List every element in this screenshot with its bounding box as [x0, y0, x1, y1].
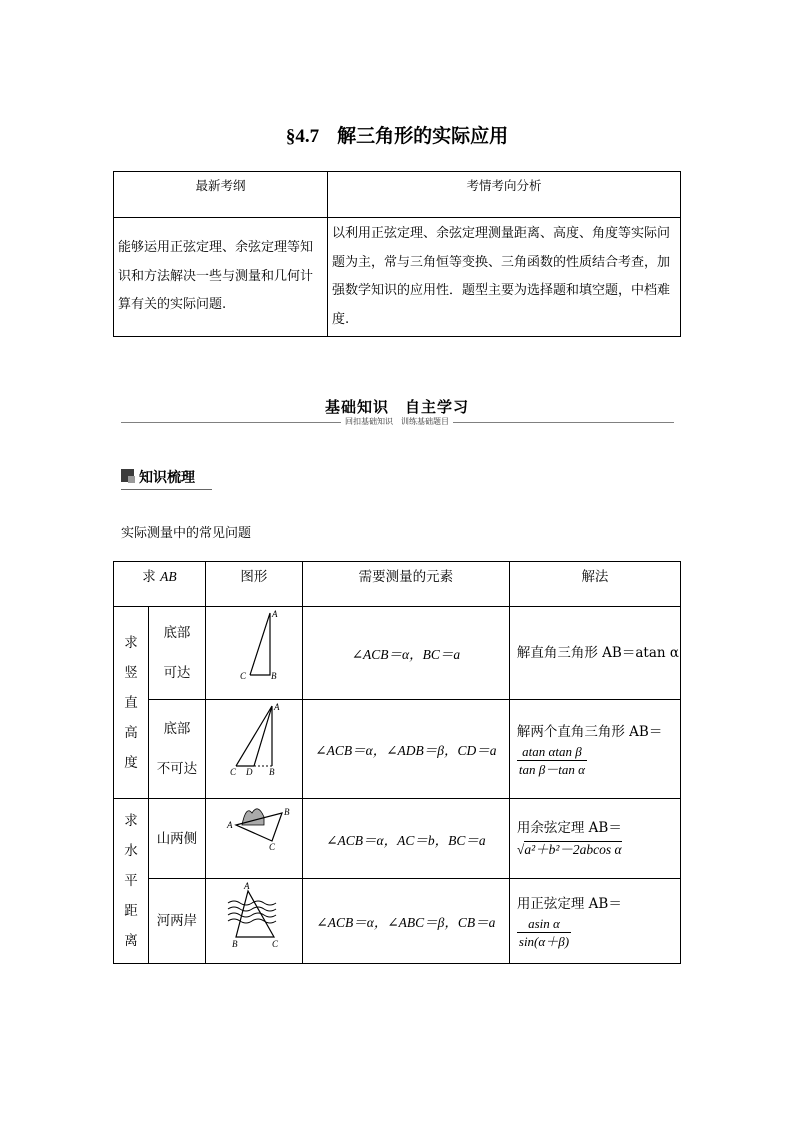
svg-text:C: C — [268, 842, 275, 852]
elements-base-unreachable: ∠ACB＝α，∠ADB＝β，CD＝a — [302, 700, 509, 799]
svg-text:A: A — [271, 609, 278, 619]
svg-text:A: A — [273, 702, 280, 712]
category-horizontal: 求 水 平 距 离 — [114, 799, 149, 964]
figure-mountain — [205, 799, 302, 879]
syllabus-body-2: 以利用正弦定理、余弦定理测量距离、高度、角度等实际问题为主，常与三角恒等变换、三角函数的性质结合考查，加强数学知识的应用性．题型主要为选择题和填空题，中档难度. — [328, 218, 681, 337]
case-base-unreachable: 底部 不可达 — [149, 700, 206, 799]
case-mountain: 山两侧 — [149, 799, 206, 879]
figure-mountain-triangle — [206, 799, 302, 874]
header-seek: 求 AB — [114, 562, 206, 607]
method-base-reachable: 解直角三角形 AB＝atan α — [509, 607, 680, 700]
header-figure: 图形 — [205, 562, 302, 607]
measurement-table — [113, 561, 681, 964]
svg-text:B: B — [270, 671, 277, 681]
section-subtitle: 回扣基础知识 训练基础题目 — [0, 416, 794, 427]
knowledge-intro: 实际测量中的常见问题 — [121, 526, 252, 541]
svg-text:C: C — [271, 939, 278, 949]
case-river: 河两岸 — [149, 879, 206, 964]
svg-text:A: A — [243, 881, 250, 891]
syllabus-header-2: 考情考向分析 — [328, 172, 681, 218]
category-vertical: 求 竖 直 高 度 — [114, 607, 149, 799]
svg-text:B: B — [283, 807, 290, 817]
fraction: $\frac{\text{atan αtan β}}{\text{tan β－tan α}}$ — [518, 743, 585, 777]
svg-text:A: A — [226, 820, 233, 830]
fraction: $\frac{\text{asin α}}{\sin(\alpha+\beta)}$ — [518, 915, 570, 949]
figure-base-reachable — [205, 607, 302, 700]
method-river: 用正弦定理 AB＝ $\frac{\text{asin α}}{\sin(\alpha+\beta)}$ — [509, 879, 680, 964]
syllabus-header-1: 最新考纲 — [114, 172, 328, 218]
method-base-unreachable: 解两个直角三角形 AB＝ $\frac{\text{atan αtan β}}{\text{tan β－tan α}}$ — [509, 700, 680, 799]
svg-text:B: B — [268, 767, 275, 777]
syllabus-body-1: 能够运用正弦定理、余弦定理等知识和方法解决一些与测量和几何计算有关的实际问题. — [114, 218, 328, 337]
figure-right-triangle — [206, 607, 302, 695]
knowledge-underline — [121, 489, 212, 490]
svg-text:C: C — [239, 671, 246, 681]
svg-text:D: D — [245, 767, 253, 777]
knowledge-square-accent-icon — [128, 476, 135, 483]
figure-two-triangles — [206, 700, 302, 794]
knowledge-label: 知识梳理 — [139, 470, 195, 486]
figure-river — [205, 879, 302, 964]
figure-base-unreachable — [205, 700, 302, 799]
method-mountain: 用余弦定理 AB＝ √a²＋b²－2abcos α — [509, 799, 680, 879]
syllabus-table — [113, 171, 681, 337]
title-text: 解三角形的实际应用 — [337, 125, 509, 147]
page-title — [0, 121, 794, 148]
svg-text:B: B — [231, 939, 238, 949]
case-base-reachable: 底部 可达 — [149, 607, 206, 700]
header-method: 解法 — [509, 562, 680, 607]
elements-base-reachable: ∠ACB＝α，BC＝a — [302, 607, 509, 700]
svg-text:C: C — [229, 767, 236, 777]
section-number: §4.7 — [285, 126, 320, 147]
header-elements: 需要测量的元素 — [302, 562, 509, 607]
elements-river: ∠ACB＝α，∠ABC＝β，CB＝a — [302, 879, 509, 964]
elements-mountain: ∠ACB＝α，AC＝b，BC＝a — [302, 799, 509, 879]
section-heading: 基础知识 自主学习 — [324, 398, 469, 416]
figure-river-triangle — [206, 879, 302, 959]
